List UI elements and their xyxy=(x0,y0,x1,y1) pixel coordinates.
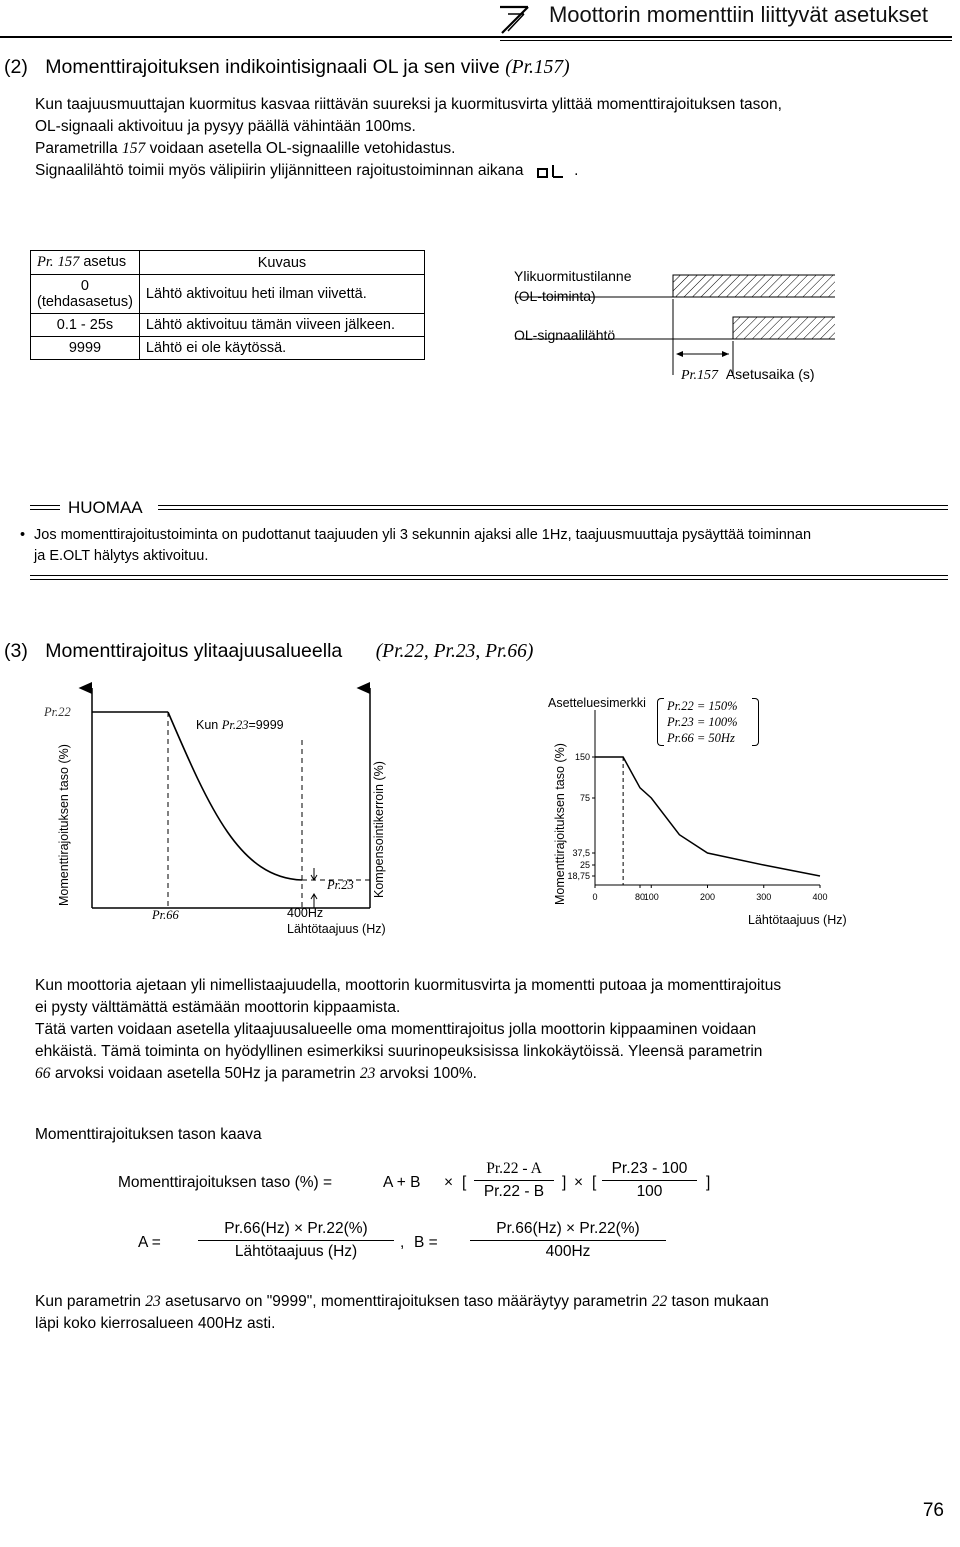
final-text xyxy=(35,1291,960,1335)
table-cell-setting: 9999 xyxy=(31,337,140,360)
legend-bracket-left xyxy=(657,698,664,746)
formula-fraction-2 xyxy=(602,1160,697,1201)
table-cell-description: Lähtö aktivoituu tämän viiveen jälkeen. xyxy=(139,314,424,337)
header-rule xyxy=(0,36,952,38)
formula-comma: , xyxy=(400,1234,405,1251)
section-3-params: (Pr.22, Pr.23, Pr.66) xyxy=(375,641,534,662)
section-2-line-1: Kun taajuusmuuttajan kuormitus kasvaa riittävän suureksi ja kuormitusvirta ylittää momenttirajoituksen tason, xyxy=(35,96,782,113)
page-number: 76 xyxy=(922,1500,944,1521)
section-3-number: (3) xyxy=(4,640,28,662)
section-2-line-3 xyxy=(35,138,955,160)
fraction-1-denominator: Pr.22 - B xyxy=(483,1183,545,1200)
b-numerator: Pr.66(Hz) × Pr.22(%) xyxy=(496,1220,640,1237)
timing-label-overload: Ylikuormitustilanne (OL-toiminta) xyxy=(514,268,632,304)
note-rule-bottom xyxy=(30,575,948,576)
param-157-table xyxy=(30,250,425,360)
left-chart-pr22-label: Pr.22 xyxy=(44,705,71,719)
y-tick-label: 75 xyxy=(579,793,590,803)
formula-a-plus-b: A + B xyxy=(383,1174,421,1191)
left-chart-400hz-label: 400Hz xyxy=(287,906,324,920)
section-3-line-5: 66 arvoksi voidaan asetella 50Hz ja parametrin 23 arvoksi 100%. xyxy=(35,1065,477,1082)
table-cell-description: Lähtö ei ole käytössä. xyxy=(139,337,424,360)
section-3-heading xyxy=(4,640,533,663)
header-rule-thin xyxy=(500,40,952,41)
section-2-line-4 xyxy=(35,160,955,182)
formula-lhs: Momenttirajoituksen taso (%) = xyxy=(118,1174,333,1191)
section-2-line-3a: Parametrilla xyxy=(35,140,118,157)
left-chart-curve xyxy=(168,712,302,880)
param-157-ref: 157 xyxy=(122,140,146,157)
y-tick-label: 25 xyxy=(579,860,590,870)
ol-segment-icon xyxy=(536,163,570,179)
section-2-line-4-text: Signaalilähtö toimii myös välipiirin ylijännitteen rajoitustoiminnan aikana xyxy=(35,162,524,179)
table-row xyxy=(31,314,425,337)
section-3-line-2: ei pysty välttämättä estämään moottorin kippaamista. xyxy=(35,999,401,1016)
y-tick-label: 150 xyxy=(574,752,590,762)
section-2-line-4-end: . xyxy=(574,162,579,179)
section-3-line-4: ehkäistä. Tämä toiminta on hyödyllinen esimerkiksi suurinopeuksisissa linkokäytöissä. Yleensä parametrin xyxy=(35,1043,763,1060)
table-row xyxy=(31,275,425,314)
left-chart-x-label: Lähtötaajuus (Hz) xyxy=(287,922,386,936)
x-tick-label: 400 xyxy=(812,892,828,902)
formula-bracket-1-close: ] xyxy=(562,1174,567,1191)
section-3-text xyxy=(35,975,960,1085)
fraction-1-numerator: Pr.22 - A xyxy=(486,1160,542,1177)
b-bar xyxy=(470,1240,666,1241)
left-chart-kun-label: Kun Pr.23=9999 xyxy=(196,718,284,732)
section-2-title: Momenttirajoituksen indikointisignaali OL ja sen viive xyxy=(45,56,500,78)
overload-active-pulse xyxy=(673,275,835,297)
example-chart-title: Asetteluesimerkki xyxy=(548,696,646,710)
fraction-2-numerator: Pr.23 - 100 xyxy=(611,1160,688,1177)
table-cell-setting: 0 (tehdasasetus) xyxy=(31,275,140,314)
section-3-title: Momenttirajoitus ylitaajuusalueella xyxy=(45,640,343,662)
a-denominator: Lähtötaajuus (Hz) xyxy=(234,1243,358,1260)
formula-bracket-1-open: [ xyxy=(462,1174,467,1191)
header-logo xyxy=(496,3,532,40)
header-logo-icon xyxy=(496,3,532,35)
example-chart-series-line xyxy=(595,757,820,876)
left-chart-y-label: Momenttirajoituksen taso (%) xyxy=(57,744,71,906)
formula-a-fraction xyxy=(198,1220,394,1261)
formula-bracket-2-close: ] xyxy=(706,1174,711,1191)
section-2-number: (2) xyxy=(4,56,28,78)
formula-b-lhs: B = xyxy=(414,1234,438,1251)
page-header-title: Moottorin momenttiin liittyvät asetukset xyxy=(548,2,928,27)
formula-heading: Momenttirajoituksen tason kaava xyxy=(35,1126,262,1143)
section-2-param: (Pr.157) xyxy=(505,57,570,78)
note-rule-bottom-2 xyxy=(30,579,948,580)
section-2-line-2: OL-signaali aktivoituu ja pysyy päällä vähintään 100ms. xyxy=(35,118,416,135)
a-numerator: Pr.66(Hz) × Pr.22(%) xyxy=(224,1220,368,1237)
example-chart-legend xyxy=(665,698,740,746)
formula-b-fraction xyxy=(470,1220,666,1261)
note-rule-right-2 xyxy=(158,509,948,510)
fraction-1-bar xyxy=(474,1180,554,1181)
x-tick-label: 100 xyxy=(643,892,659,902)
example-chart-x-label: Lähtötaajuus (Hz) xyxy=(748,913,847,927)
table-header-setting: Pr. 157 asetus xyxy=(31,251,140,275)
timing-label-delay: Pr.157 Asetusaika (s) xyxy=(681,366,815,383)
timing-label-ol-signal: OL-signaalilähtö xyxy=(514,327,616,343)
b-denominator: 400Hz xyxy=(545,1243,591,1260)
section-2-text xyxy=(35,94,955,182)
a-bar xyxy=(198,1240,394,1241)
table-cell-description: Lähtö aktivoituu heti ilman viivettä. xyxy=(139,275,424,314)
section-3-line-1: Kun moottoria ajetaan yli nimellistaajuudella, moottorin kuormitusvirta ja momentti putoaa ja momenttirajoitus xyxy=(35,977,782,994)
table-header-row xyxy=(31,251,425,275)
final-line-1: Kun parametrin 23 asetusarvo on "9999", momenttirajoituksen taso määräytyy parametrin 22 tason mukaan xyxy=(35,1293,769,1310)
example-chart-y-label: Momenttirajoituksen taso (%) xyxy=(553,743,567,905)
y-tick-label: 37,5 xyxy=(572,848,590,858)
table-header-description: Kuvaus xyxy=(139,251,424,275)
legend-item: Pr.23 = 100% xyxy=(667,715,738,729)
note-rule-right xyxy=(158,505,948,506)
final-line-2: läpi koko kierrosalueen 400Hz asti. xyxy=(35,1315,276,1332)
legend-bracket-right xyxy=(752,698,759,746)
x-tick-label: 200 xyxy=(699,892,716,902)
legend-item: Pr.66 = 50Hz xyxy=(667,731,735,745)
table-cell-setting: 0.1 - 25s xyxy=(31,314,140,337)
left-chart-pr66-label: Pr.66 xyxy=(152,908,179,922)
x-tick-label: 80 xyxy=(634,892,646,902)
note-body: • Jos momenttirajoitustoiminta on pudottanut taajuuden yli 3 sekunnin ajaksi alle 1Hz, taajuusmuuttaja pysäyttää toiminnan ja E.OLT hälytys aktivoituu. xyxy=(20,527,812,564)
x-tick-label: 0 xyxy=(592,892,598,902)
ol-signal-pulse xyxy=(733,317,835,339)
formula-times-1: × xyxy=(444,1174,454,1191)
y-tick-label: 18,75 xyxy=(567,871,590,881)
fraction-2-bar xyxy=(602,1180,697,1181)
section-2-heading xyxy=(4,56,570,79)
left-chart-y2-label: Kompensointikerroin (%) xyxy=(372,761,386,898)
formula-times-2: × xyxy=(574,1174,584,1191)
formula-a-lhs: A = xyxy=(138,1234,161,1251)
x-tick-label: 300 xyxy=(756,892,772,902)
section-3-line-3: Tätä varten voidaan asetella ylitaajuusalueelle oma momenttirajoitus jolla moottorin kippaaminen voidaan xyxy=(35,1021,757,1038)
legend-item: Pr.22 = 150% xyxy=(667,699,738,713)
table-row xyxy=(31,337,425,360)
note-title: HUOMAA xyxy=(60,498,151,518)
fraction-2-denominator: 100 xyxy=(636,1183,663,1200)
ol-display-symbol xyxy=(536,160,570,182)
note-bullet: • xyxy=(20,527,26,543)
formula-bracket-2-open: [ xyxy=(592,1174,597,1191)
formula-fraction-1 xyxy=(474,1160,554,1201)
left-chart-pr23-label: Pr.23 xyxy=(327,878,354,892)
section-2-line-3b: voidaan asetella OL-signaalille vetohidastus. xyxy=(149,140,456,157)
